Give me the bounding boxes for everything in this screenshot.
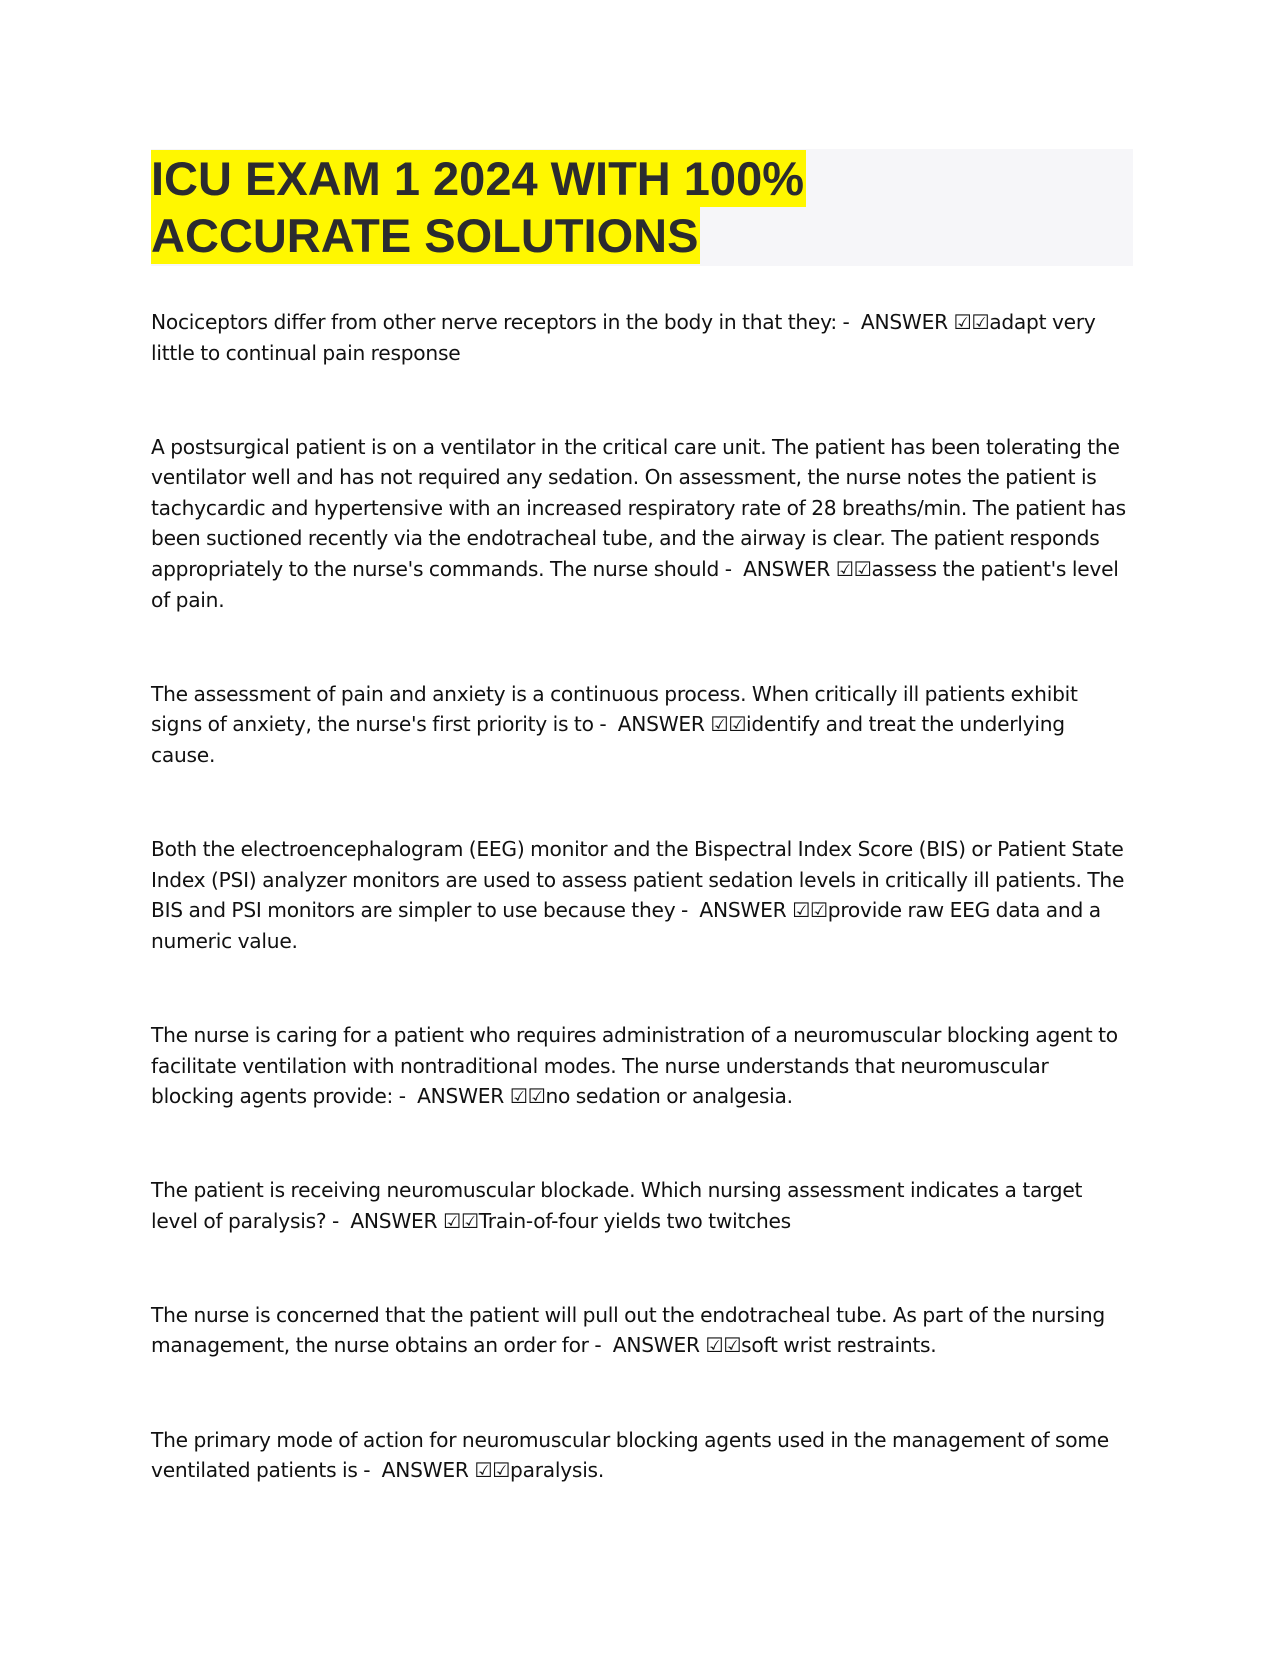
answer-text: no sedation or analgesia. [545,1084,793,1109]
answer-marker: ANSWER ☑☑ [607,1333,742,1358]
document-title [151,149,1133,264]
title-block [151,149,1133,266]
question-text: Both the electroencephalogram (EEG) monitor and the Bispectral Index Score (BIS) or Patient State Index (PSI) analyzer monitors are used to assess patient sedation levels in critically ill patients. The BIS and PSI monitors are simpler to use because they - [151,837,1125,923]
question-text: The patient is receiving neuromuscular blockade. Which nursing assessment indicates a target level of paralysis? - [151,1178,1083,1233]
question-text: The assessment of pain and anxiety is a continuous process. When critically ill patients exhibit signs of anxiety, the nurse's first priority is to - [151,681,1078,737]
question-text: A postsurgical patient is on a ventilator in the critical care unit. The patient has been tolerating the ventilator well and has not required any sedation. On assessment, the nurse notes the patient is tachycardic and hypertensive with an increased respiratory rate of 28 breaths/min. The patient has been suctioned recently via the endotracheal tube, and the airway is clear. The patient responds appropriately to the nurse's commands. The nurse should - [151,434,1126,582]
answer-text: soft wrist restraints. [741,1333,937,1358]
title-line-1: ICU EXAM 1 2024 WITH 100% [151,152,804,205]
qa-item-4 [151,834,1133,956]
qa-item-6 [151,1175,1133,1236]
answer-text: adapt very little to continual pain response [151,310,1096,365]
qa-item-1 [151,307,1133,368]
answer-marker: ANSWER ☑☑ [693,898,828,923]
answer-marker: ANSWER ☑☑ [612,712,747,737]
answer-marker: ANSWER ☑☑ [411,1084,546,1109]
answer-text: paralysis. [510,1458,604,1483]
question-text: The primary mode of action for neuromuscular blocking agents used in the management of some ventilated patients is - [151,1427,1109,1483]
title-line-2: ACCURATE SOLUTIONS [151,209,699,262]
question-text: Nociceptors differ from other nerve receptors in the body in that they: - [151,310,856,334]
question-text: The nurse is caring for a patient who requires administration of a neuromuscular blocking agent to facilitate ventilation with nontraditional modes. The nurse understands that neuromuscular blocking agents provide: - [151,1022,1118,1109]
document-page [151,149,1133,1486]
answer-marker: ANSWER ☑☑ [344,1208,479,1233]
answer-text: Train-of-four yields two twitches [478,1208,791,1233]
qa-item-8 [151,1425,1133,1486]
qa-item-2 [151,432,1133,616]
qa-item-3 [151,679,1133,771]
answer-text: assess the patient's level of pain. [151,557,1119,612]
question-text: The nurse is concerned that the patient will pull out the endotracheal tube. As part of the nursing management, the nurse obtains an order for - [151,1302,1105,1358]
qa-list [151,307,1133,1486]
answer-text: provide raw EEG data and a numeric value. [151,898,1101,953]
answer-marker: ANSWER ☑☑ [855,310,990,334]
qa-item-5 [151,1020,1133,1112]
answer-marker: ANSWER ☑☑ [737,557,872,582]
answer-text: identify and treat the underlying cause. [151,712,1065,767]
answer-marker: ANSWER ☑☑ [376,1458,511,1483]
qa-item-7 [151,1300,1133,1361]
